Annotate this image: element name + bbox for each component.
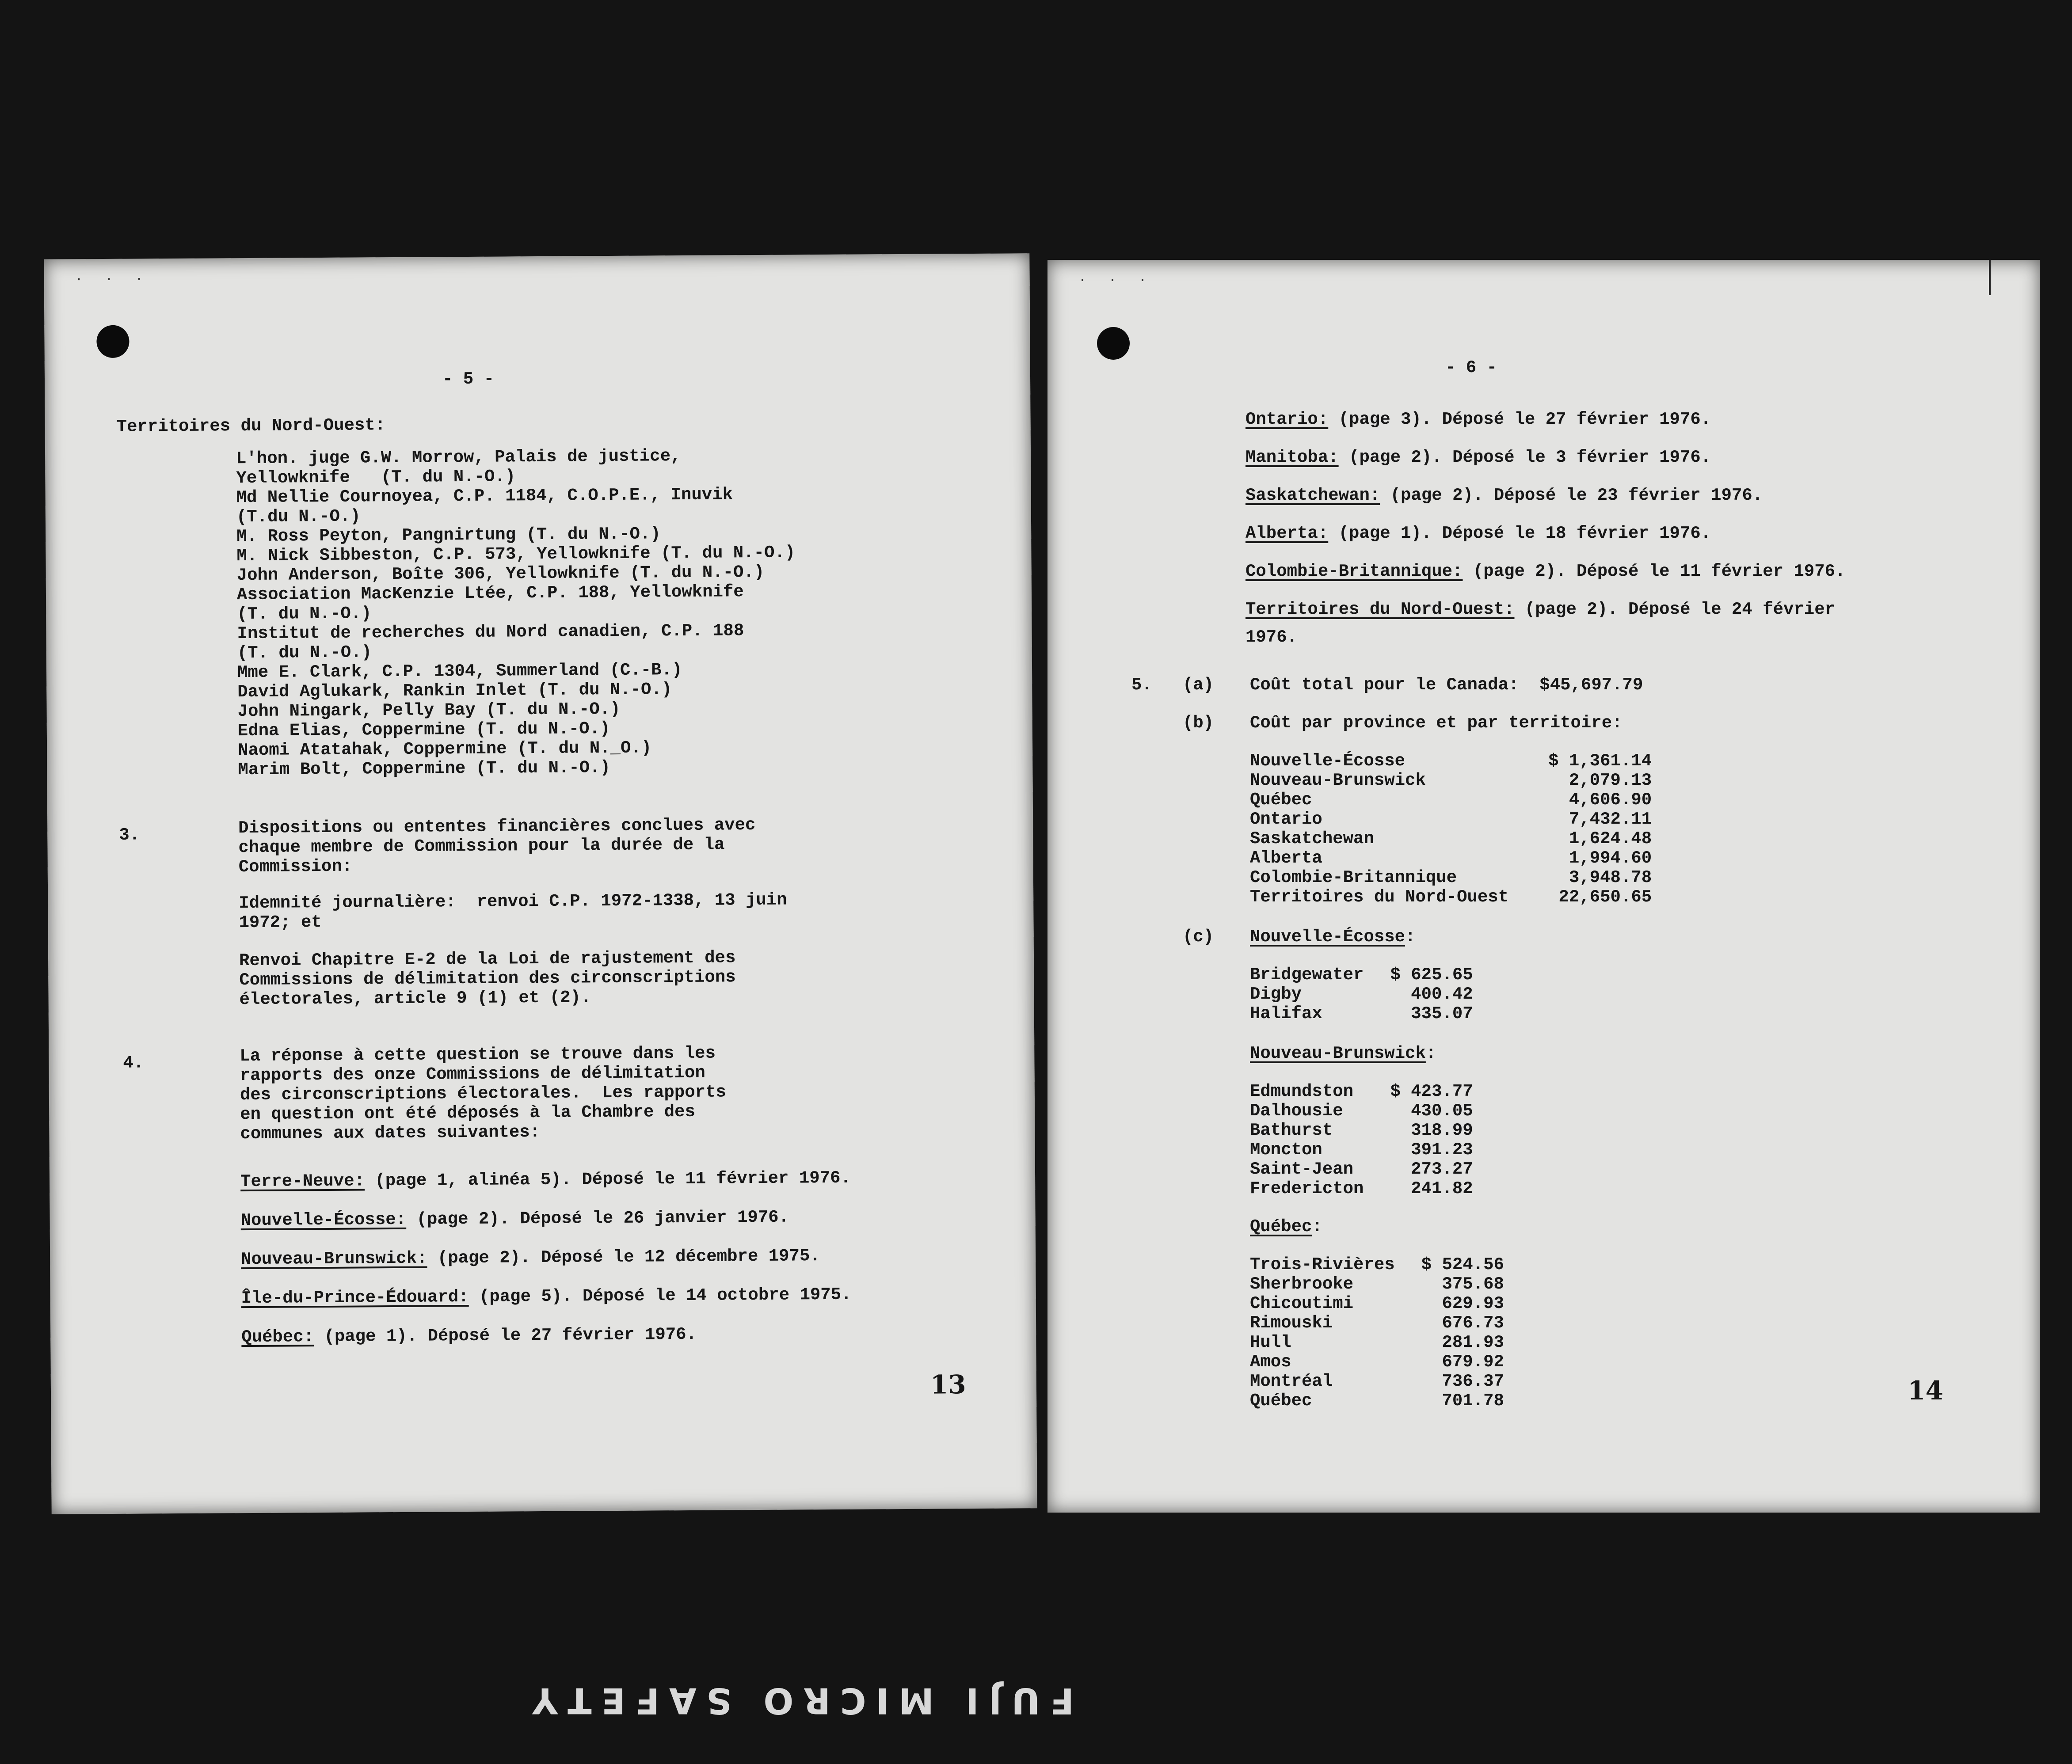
- cost-name: Saint-Jean: [1250, 1160, 1354, 1179]
- deposit-detail: (page 1). Déposé le 27 février 1976.: [313, 1324, 697, 1347]
- cost-row: [1250, 810, 1652, 829]
- text-line: (T.du N.-O.): [236, 506, 361, 527]
- cost-row: [1250, 790, 1652, 810]
- cost-row: [1250, 771, 1652, 790]
- cost-row: [1250, 1372, 1504, 1391]
- ns-heading: [1250, 927, 1415, 947]
- qc-heading: [1250, 1217, 1322, 1236]
- deposit-detail: (page 2). Déposé le 3 février 1976.: [1338, 448, 1711, 467]
- cost-amount: $ 625.65: [1390, 965, 1473, 985]
- cost-amount: 335.07: [1411, 1004, 1473, 1023]
- cost-name: Nouvelle-Écosse: [1250, 751, 1405, 771]
- item-number: 4.: [123, 1053, 144, 1073]
- deposit-entry: [1245, 590, 1845, 628]
- cost-amount: 2,079.13: [1569, 771, 1652, 790]
- cost-row: [1250, 1160, 1473, 1179]
- text-line: Edna Elias, Coppermine (T. du N.-O.): [237, 719, 610, 741]
- ns-heading-colon: :: [1405, 927, 1416, 947]
- cost-row: [1250, 1179, 1473, 1198]
- deposit-detail: (page 2). Déposé le 23 février 1976.: [1380, 486, 1763, 505]
- right-page: [1047, 260, 2040, 1513]
- cost-amount: 7,432.11: [1569, 810, 1652, 829]
- specks: · · ·: [75, 272, 150, 288]
- deposit-province: Nouveau-Brunswick:: [241, 1248, 427, 1270]
- cost-row: [1250, 1140, 1473, 1160]
- text-line: rapports des onze Commissions de délimitation: [240, 1063, 705, 1086]
- deposit-province: Terre-Neuve:: [240, 1171, 365, 1192]
- deposit-entry: [240, 1159, 851, 1201]
- ns-heading-text: Nouvelle-Écosse: [1250, 927, 1405, 947]
- deposit-entry: [241, 1236, 851, 1279]
- text-line: Md Nellie Cournoyea, C.P. 1184, C.O.P.E., Inuvik: [236, 485, 733, 508]
- cost-amount: 281.93: [1442, 1333, 1504, 1352]
- cost-amount: 273.27: [1411, 1160, 1473, 1179]
- text-line: 1972; et: [239, 912, 322, 933]
- left-page: [44, 253, 1037, 1514]
- text-line: (T. du N.-O.): [237, 604, 372, 624]
- cost-amount: 4,606.90: [1569, 790, 1652, 810]
- text-line: Institut de recherches du Nord canadien, C.P. 188: [237, 621, 744, 644]
- deposit-entry: [1245, 552, 1845, 590]
- item3-reference: [239, 948, 736, 1009]
- cost-amount: 1,994.60: [1569, 848, 1652, 868]
- text-line: L'hon. juge G.W. Morrow, Palais de justice,: [236, 446, 681, 469]
- text-line: John Ningark, Pelly Bay (T. du N.-O.): [237, 699, 621, 722]
- deposit-entry: [1245, 438, 1845, 476]
- cost-row: [1250, 1255, 1504, 1274]
- cost-amount: 679.92: [1442, 1352, 1504, 1372]
- edge-mark: [1989, 260, 1991, 295]
- text-line: Renvoi Chapitre E-2 de la Loi de rajustement des: [239, 948, 736, 971]
- cost-amount: 1,624.48: [1569, 829, 1652, 848]
- cost-name: Amos: [1250, 1352, 1291, 1372]
- text-line: (T. du N.-O.): [237, 642, 372, 663]
- deposit-detail: (page 1). Déposé le 18 février 1976.: [1328, 524, 1711, 543]
- cost-name: Rimouski: [1250, 1313, 1333, 1333]
- cost-row: [1250, 829, 1652, 848]
- cost-amount: 375.68: [1442, 1274, 1504, 1294]
- item4-text: [240, 1043, 726, 1144]
- text-line: Dispositions ou ententes financières conclues avec: [238, 815, 756, 838]
- text-line: des circonscriptions électorales. Les rapports: [240, 1082, 727, 1105]
- cost-amount: $ 524.56: [1421, 1255, 1504, 1274]
- cost-amount: 241.82: [1411, 1179, 1473, 1198]
- item3-text: [238, 815, 756, 877]
- cost-row: [1250, 1391, 1504, 1410]
- cost-amount: $ 1,361.14: [1548, 751, 1652, 771]
- cost-row: [1250, 1313, 1504, 1333]
- deposit-entry: [1245, 476, 1845, 514]
- cost-name: Nouveau-Brunswick: [1250, 771, 1426, 790]
- cost-name: Alberta: [1250, 848, 1322, 868]
- deposit-entry: [1245, 400, 1845, 438]
- deposit-province: Nouvelle-Écosse:: [240, 1209, 407, 1231]
- deposit-province: Ontario:: [1245, 410, 1329, 429]
- film-edge-marking: FUJI MICRO SAFETY: [522, 1680, 1074, 1721]
- page-header: - 6 -: [1445, 358, 1497, 377]
- deposit-entry: [1245, 514, 1845, 552]
- text-line: communes aux dates suivantes:: [240, 1122, 541, 1144]
- cost-row: [1250, 965, 1473, 985]
- cost-name: Bridgewater: [1250, 965, 1364, 985]
- entry-list: [236, 445, 796, 779]
- cost-amount: $ 423.77: [1390, 1082, 1473, 1101]
- deposit-detail: (page 2). Déposé le 11 février 1976.: [1463, 562, 1846, 581]
- cost-row: [1250, 1352, 1504, 1372]
- deposit-entry: [240, 1198, 851, 1240]
- cost-row: [1250, 1294, 1504, 1313]
- deposit-province: Île-du-Prince-Édouard:: [241, 1287, 469, 1308]
- deposit-detail: (page 5). Déposé le 14 octobre 1975.: [468, 1285, 852, 1307]
- cost-name: Québec: [1250, 1391, 1312, 1410]
- item-number: 5.: [1131, 675, 1152, 695]
- subitem-label: (b): [1183, 713, 1214, 733]
- deposit-province: Québec:: [241, 1327, 314, 1347]
- cost-name: Edmundston: [1250, 1082, 1354, 1101]
- text-line: Association MacKenzie Ltée, C.P. 188, Yellowknife: [236, 582, 744, 605]
- cost-name: Bathurst: [1250, 1121, 1333, 1140]
- cost-row: [1250, 985, 1473, 1004]
- punch-hole: [96, 325, 129, 358]
- qc-heading-text: Québec: [1250, 1217, 1312, 1236]
- cost-name: Moncton: [1250, 1140, 1322, 1160]
- text-line: Yellowknife (T. du N.-O.): [236, 467, 516, 488]
- cost-amount: 400.42: [1411, 985, 1473, 1004]
- cost-amount: 701.78: [1442, 1391, 1504, 1410]
- cost-row: [1250, 1082, 1473, 1101]
- ns-cost-table: [1250, 965, 1473, 1023]
- nb-cost-table: [1250, 1082, 1473, 1198]
- cost-row: [1250, 887, 1652, 907]
- province-cost-heading: Coût par province et par territoire:: [1250, 713, 1623, 733]
- deposit-detail: (page 3). Déposé le 27 février 1976.: [1328, 410, 1711, 429]
- total-cost: Coût total pour le Canada: $45,697.79: [1250, 675, 1643, 695]
- cost-name: Sherbrooke: [1250, 1274, 1354, 1294]
- deposit-province: Alberta:: [1245, 524, 1329, 543]
- deposit-list: [1245, 400, 1845, 646]
- cost-row: [1250, 848, 1652, 868]
- page-header: - 5 -: [442, 369, 495, 389]
- deposit-province: Manitoba:: [1245, 448, 1339, 467]
- nb-heading-colon: :: [1425, 1044, 1436, 1063]
- deposit-entry: [241, 1275, 851, 1318]
- section-title: Territoires du Nord-Ouest:: [116, 415, 386, 437]
- page-stamp-number: 14: [1908, 1376, 1943, 1406]
- page-stamp-number: 13: [930, 1369, 966, 1400]
- cost-row: [1250, 1333, 1504, 1352]
- deposit-detail: (page 2). Déposé le 12 décembre 1975.: [427, 1246, 820, 1268]
- deposit-detail: (page 1, alinéa 5). Déposé le 11 février 1976.: [364, 1168, 851, 1191]
- text-line: Commission:: [238, 856, 353, 877]
- punch-hole: [1097, 327, 1130, 360]
- nb-heading: [1250, 1044, 1436, 1063]
- deposit-province: Colombie-Britannique:: [1245, 562, 1463, 581]
- qc-cost-table: [1250, 1255, 1504, 1410]
- text-line: M. Nick Sibbeston, C.P. 573, Yellowknife (T. du N.-O.): [236, 543, 796, 566]
- cost-row: [1250, 1121, 1473, 1140]
- cost-amount: 430.05: [1411, 1101, 1473, 1121]
- text-line: Idemnité journalière: renvoi C.P. 1972-1338, 13 juin: [239, 890, 787, 913]
- cost-amount: 676.73: [1442, 1313, 1504, 1333]
- cost-name: Saskatchewan: [1250, 829, 1374, 848]
- text-line: La réponse à cette question se trouve dans les: [240, 1043, 716, 1066]
- cost-name: Digby: [1250, 985, 1302, 1004]
- cost-name: Dalhousie: [1250, 1101, 1343, 1121]
- cost-row: [1250, 868, 1652, 887]
- text-line: chaque membre de Commission pour la durée de la: [238, 835, 725, 858]
- text-line: Commissions de délimitation des circonscriptions: [239, 967, 736, 990]
- cost-amount: 736.37: [1442, 1372, 1504, 1391]
- item3-allowance: [239, 890, 787, 933]
- text-line: David Aglukark, Rankin Inlet (T. du N.-O.): [237, 680, 672, 702]
- cost-name: Colombie-Britannique: [1250, 868, 1457, 887]
- cost-name: Trois-Rivières: [1250, 1255, 1395, 1274]
- deposit-continuation: 1976.: [1245, 627, 1298, 647]
- text-line: en question ont été déposés à la Chambre des: [240, 1102, 696, 1125]
- cost-name: Montréal: [1250, 1372, 1333, 1391]
- item-number: 3.: [119, 825, 140, 845]
- specks: · · ·: [1078, 273, 1154, 288]
- nb-heading-text: Nouveau-Brunswick: [1250, 1044, 1426, 1063]
- text-line: électorales, article 9 (1) et (2).: [239, 988, 591, 1010]
- cost-name: Québec: [1250, 790, 1312, 810]
- subitem-label: (a): [1183, 675, 1214, 695]
- deposit-entry: [241, 1314, 852, 1357]
- cost-row: [1250, 751, 1652, 771]
- cost-name: Fredericton: [1250, 1179, 1364, 1198]
- cost-name: Chicoutimi: [1250, 1294, 1354, 1313]
- deposit-list: [240, 1159, 852, 1357]
- cost-name: Hull: [1250, 1333, 1291, 1352]
- deposit-province: Saskatchewan:: [1245, 486, 1380, 505]
- cost-amount: 22,650.65: [1558, 887, 1652, 907]
- cost-row: [1250, 1004, 1473, 1023]
- cost-amount: 391.23: [1411, 1140, 1473, 1160]
- text-line: Naomi Atatahak, Coppermine (T. du N._O.): [238, 738, 652, 760]
- subitem-label: (c): [1183, 927, 1214, 947]
- text-line: Marim Bolt, Coppermine (T. du N.-O.): [238, 758, 611, 780]
- province-cost-table: [1250, 751, 1652, 907]
- cost-amount: 3,948.78: [1569, 868, 1652, 887]
- text-line: M. Ross Peyton, Pangnirtung (T. du N.-O.): [236, 524, 661, 547]
- cost-amount: 318.99: [1411, 1121, 1473, 1140]
- cost-name: Territoires du Nord-Ouest: [1250, 887, 1509, 907]
- cost-row: [1250, 1101, 1473, 1121]
- deposit-province: Territoires du Nord-Ouest:: [1245, 600, 1515, 619]
- deposit-detail: (page 2). Déposé le 26 janvier 1976.: [406, 1207, 789, 1229]
- text-line: Mme E. Clark, C.P. 1304, Summerland (C.-B.): [237, 660, 682, 683]
- cost-row: [1250, 1274, 1504, 1294]
- cost-name: Ontario: [1250, 810, 1322, 829]
- deposit-detail: (page 2). Déposé le 24 février: [1514, 600, 1836, 619]
- cost-amount: 629.93: [1442, 1294, 1504, 1313]
- cost-name: Halifax: [1250, 1004, 1322, 1023]
- qc-heading-colon: :: [1312, 1217, 1322, 1236]
- text-line: John Anderson, Boîte 306, Yellowknife (T. du N.-O.): [236, 562, 765, 585]
